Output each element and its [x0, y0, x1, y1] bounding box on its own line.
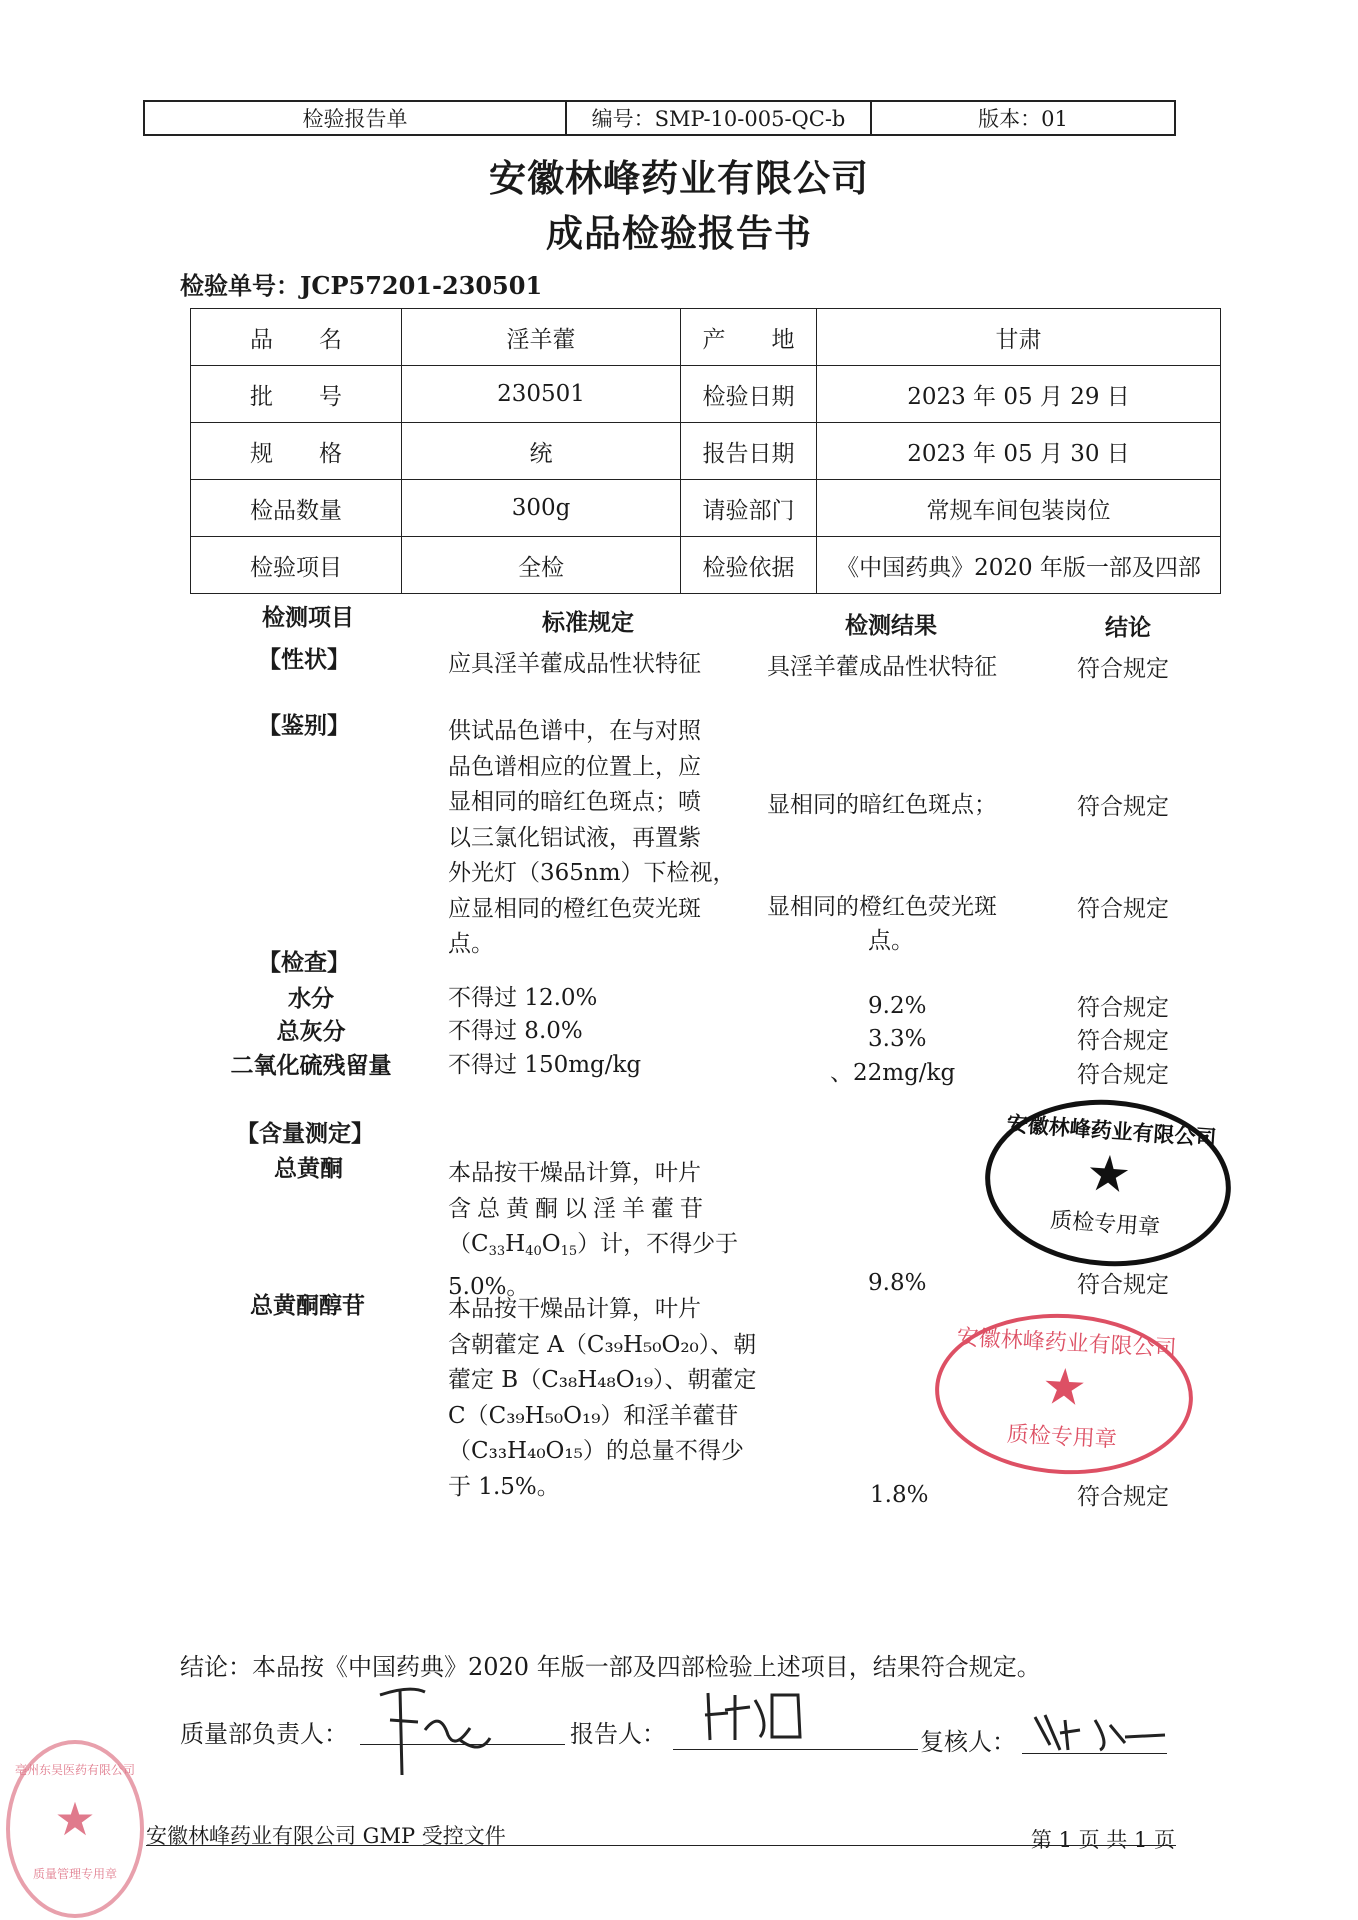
std-appearance: 应具淫羊藿成品性状特征: [448, 651, 701, 677]
std-line: 应显相同的橙红色荧光斑: [448, 895, 701, 922]
header-result: 检测结果: [845, 612, 937, 639]
item-assay: 【含量测定】: [236, 1120, 374, 1147]
check-item: 二氧化硫残留量: [230, 1052, 392, 1079]
check-standard: 不得过 12.0%: [448, 985, 598, 1011]
header-standard: 标准规定: [542, 609, 634, 636]
item-identification: 【鉴别】: [258, 712, 350, 739]
std-total-flavonol: [448, 1292, 757, 1505]
result-total-flavone: 9.8%: [868, 1270, 927, 1296]
item-total-flavone: 总黄酮: [274, 1155, 343, 1182]
std-line: 于 1.5%。: [448, 1473, 560, 1500]
std-line: 本品按干燥品计算，叶片: [448, 1296, 701, 1322]
star-icon: ★: [54, 1792, 96, 1846]
std-line: 本品按干燥品计算，叶片: [448, 1160, 701, 1186]
std-line: 点。: [448, 931, 494, 957]
std-line: 外光灯（365nm）下检视，: [448, 860, 736, 886]
std-line: C（C₃₉H₅₀O₁₉）和淫羊藿苷: [448, 1402, 739, 1429]
info-label: 检品数量: [191, 480, 402, 537]
result-appearance: 具淫羊藿成品性状特征: [767, 654, 997, 680]
std-line: 含总黄酮以淫羊藿苷: [448, 1195, 709, 1222]
result-identification-1: 显相同的暗红色斑点；: [767, 792, 997, 818]
form-code: 编号：SMP-10-005-QC-b: [567, 102, 872, 134]
stamp-subtext: 质检专用章: [1006, 1422, 1118, 1453]
header-conclusion: 结论: [1105, 614, 1151, 641]
check-result: 9.2%: [868, 993, 927, 1019]
check-standard: 不得过 8.0%: [448, 1018, 583, 1044]
info-label: 报告日期: [681, 423, 817, 480]
star-icon: ★: [1084, 1143, 1134, 1205]
info-value: 常规车间包装岗位: [817, 480, 1221, 537]
star-icon: ★: [1040, 1356, 1089, 1418]
item-appearance: 【性状】: [258, 646, 350, 673]
check-item: 水分: [288, 985, 334, 1012]
reporter-signature-line: [673, 1748, 918, 1750]
std-text: O: [541, 1231, 561, 1257]
conclusion-total-flavone: 符合规定: [1077, 1272, 1169, 1298]
footer-rule: [146, 1845, 1176, 1846]
black-qc-stamp: [980, 1092, 1237, 1275]
conclusion-identification-1: 符合规定: [1077, 794, 1169, 820]
std-identification: [448, 714, 736, 963]
check-result: 、22mg/kg: [830, 1060, 956, 1086]
item-total-flavonol: 总黄酮醇苷: [250, 1292, 365, 1319]
form-version: 版本：01: [978, 107, 1068, 131]
red-qc-stamp: [931, 1307, 1197, 1480]
footer-controlled-doc: 安徽林峰药业有限公司 GMP 受控文件: [146, 1824, 506, 1848]
check-standard: 不得过 150mg/kg: [448, 1052, 642, 1078]
std-text: H: [505, 1231, 526, 1257]
conclusion-identification-2: 符合规定: [1077, 896, 1169, 922]
info-value: 甘肃: [817, 309, 1221, 366]
conclusion-appearance: 符合规定: [1077, 656, 1169, 682]
info-label: 请验部门: [681, 480, 817, 537]
info-value: 300g: [402, 480, 681, 537]
reviewer-label: 复核人：: [920, 1728, 1016, 1756]
std-line: 品色谱相应的位置上，应: [448, 753, 701, 780]
check-conclusion: 符合规定: [1077, 995, 1169, 1021]
check-conclusion: 符合规定: [1077, 1028, 1169, 1054]
form-name: 检验报告单: [145, 102, 567, 134]
info-value: 2023 年 05 月 29 日: [817, 366, 1221, 423]
info-row: [191, 480, 1221, 537]
faint-quality-stamp: [6, 1740, 144, 1918]
info-label: 检验日期: [681, 366, 817, 423]
check-conclusion: 符合规定: [1077, 1062, 1169, 1088]
subscript: 33: [488, 1244, 506, 1259]
std-text: ）计，不得少于: [577, 1231, 739, 1257]
check-item: 总灰分: [276, 1018, 346, 1045]
footer-page-number: 第 1 页 共 1 页: [1030, 1828, 1175, 1852]
qa-head-label: 质量部负责人：: [180, 1720, 348, 1748]
subscript: 15: [560, 1244, 578, 1259]
info-value: 统: [402, 423, 681, 480]
info-label: 检验依据: [681, 537, 817, 594]
info-row: [191, 423, 1221, 480]
info-label: 规 格: [191, 423, 402, 480]
stamp-subtext: 质检专用章: [1049, 1208, 1161, 1241]
stamp-text: 亳州东昊医药有限公司: [14, 1763, 135, 1777]
result-identification-2: 显相同的橙红色荧光斑: [767, 894, 997, 920]
result-identification-2b: 点。: [868, 928, 914, 954]
info-value: 《中国药典》2020 年版一部及四部: [817, 537, 1221, 594]
info-label: 批 号: [191, 366, 402, 423]
reviewer-signature: [1030, 1705, 1170, 1755]
product-info-table: [190, 308, 1221, 594]
info-row: [191, 366, 1221, 423]
check-result: 3.3%: [868, 1026, 927, 1052]
qa-head-signature: [370, 1680, 500, 1780]
std-line: [448, 1227, 738, 1270]
result-total-flavonol: 1.8%: [870, 1482, 929, 1508]
stamp-text: 安徽林峰药业有限公司: [1006, 1110, 1218, 1151]
std-line: 含朝藿定 A（C₃₉H₅₀O₂₀）、朝: [448, 1331, 757, 1358]
info-label: 检验项目: [191, 537, 402, 594]
subscript: 40: [525, 1244, 542, 1259]
std-line: （C₃₃H₄₀O₁₅）的总量不得少: [448, 1438, 744, 1464]
overall-conclusion: 结论：本品按《中国药典》2020 年版一部及四部检验上述项目，结果符合规定。: [180, 1653, 1041, 1681]
std-text: （C: [448, 1231, 489, 1257]
info-row: [191, 309, 1221, 366]
info-label: 产 地: [681, 309, 817, 366]
info-row: [191, 537, 1221, 594]
info-value: 全检: [402, 537, 681, 594]
std-line: 供试品色谱中，在与对照: [448, 718, 701, 744]
form-header: [143, 100, 1176, 136]
std-total-flavone: [448, 1156, 738, 1305]
info-label: 品 名: [191, 309, 402, 366]
reporter-label: 报告人：: [570, 1720, 666, 1748]
info-value: 230501: [402, 366, 681, 423]
company-name: 安徽林峰药业有限公司: [489, 156, 869, 200]
item-inspection: 【检查】: [258, 949, 350, 976]
info-value: 淫羊藿: [402, 309, 681, 366]
stamp-subtext: 质量管理专用章: [32, 1867, 117, 1881]
stamp-text: 安徽林峰药业有限公司: [956, 1325, 1178, 1362]
document-title: 成品检验报告书: [546, 211, 812, 255]
std-line: 显相同的暗红色斑点；喷: [448, 789, 701, 815]
std-line: 以三氯化铝试液，再置紫: [448, 824, 701, 851]
std-line: 藿定 B（C₃₈H₄₈O₁₉）、朝藿定: [448, 1367, 757, 1393]
header-test-item: 检测项目: [262, 604, 354, 631]
std-line: 5.0%。: [448, 1273, 530, 1300]
report-number: 检验单号：JCP57201-230501: [180, 271, 543, 300]
conclusion-total-flavonol: 符合规定: [1077, 1484, 1169, 1510]
info-value: 2023 年 05 月 30 日: [817, 423, 1221, 480]
reporter-signature: [700, 1685, 810, 1745]
